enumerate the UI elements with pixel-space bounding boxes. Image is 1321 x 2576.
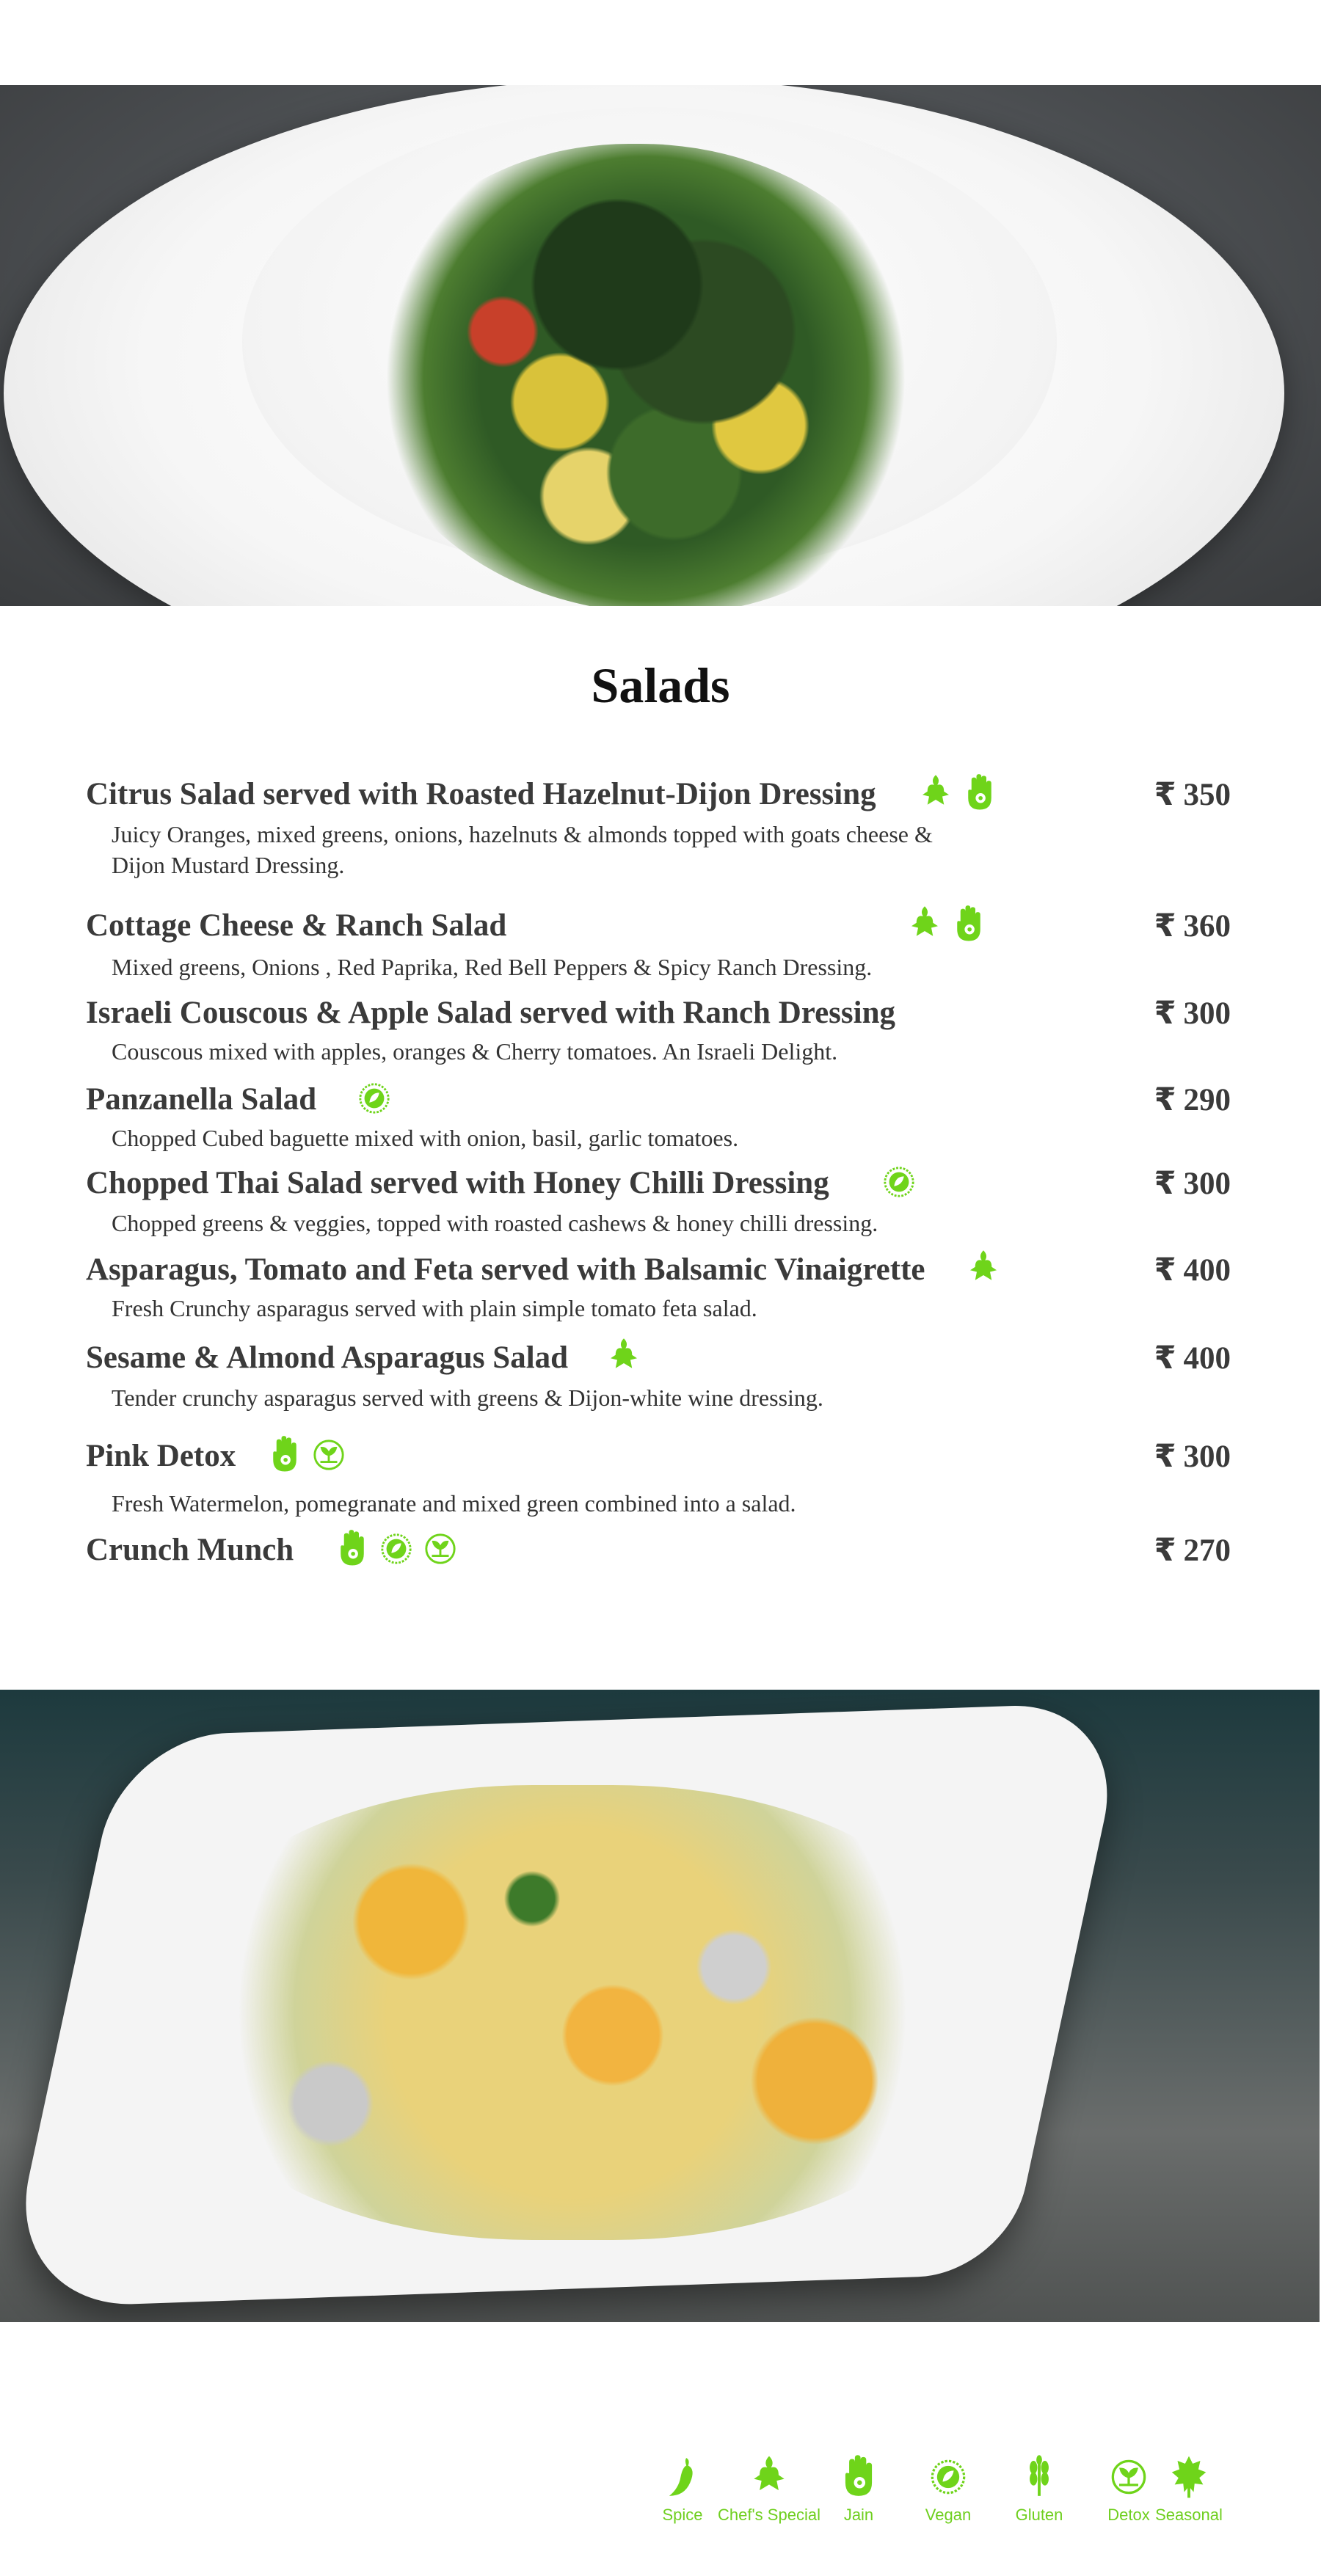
rupee-symbol: ₹ — [1154, 1438, 1176, 1475]
item-price — [1154, 1165, 1231, 1202]
chefs-special-icon — [919, 773, 953, 813]
jain-icon — [840, 2454, 878, 2500]
gluten-icon — [1020, 2454, 1058, 2500]
jain-icon — [335, 1529, 369, 1569]
menu-item — [86, 1340, 1231, 1411]
price-value: 360 — [1183, 909, 1231, 944]
rupee-symbol: ₹ — [1154, 995, 1176, 1032]
item-name: Panzanella Salad — [86, 1082, 317, 1117]
rupee-symbol: ₹ — [1154, 776, 1176, 813]
rupee-symbol: ₹ — [1154, 1532, 1176, 1569]
price-value: 300 — [1183, 996, 1231, 1031]
item-description: Chopped greens & veggies, topped with roasted cashews & honey chilli dressing. — [112, 1210, 878, 1236]
legend-label: Spice — [662, 2506, 703, 2524]
item-icons — [335, 1529, 457, 1569]
salad-photo-bottom — [0, 1690, 1320, 2322]
legend-label: Detox — [1107, 2506, 1150, 2524]
item-description: Mixed greens, Onions , Red Paprika, Red Bell Peppers & Spicy Ranch Dressing. — [112, 954, 873, 980]
menu-item — [86, 776, 1231, 879]
salad-photo-top — [0, 85, 1321, 606]
item-name: Citrus Salad served with Roasted Hazelnut-Dijon Dressing — [86, 777, 876, 811]
legend-label: Chef's Special — [718, 2506, 820, 2524]
price-value: 400 — [1183, 1341, 1231, 1376]
chefs-special-icon — [750, 2454, 788, 2500]
item-description: Tender crunchy asparagus served with greens & Dijon-white wine dressing. — [112, 1384, 823, 1411]
item-description: Chopped Cubed baguette mixed with onion, basil, garlic tomatoes. — [112, 1125, 739, 1151]
item-name: Cottage Cheese & Ranch Salad — [86, 908, 507, 943]
menu-item — [86, 1165, 1231, 1236]
price-value: 300 — [1183, 1167, 1231, 1201]
icon-legend — [624, 2454, 1248, 2535]
item-name: Crunch Munch — [86, 1533, 294, 1567]
legend-label: Vegan — [925, 2506, 972, 2524]
legend-label: Gluten — [1015, 2506, 1063, 2524]
price-value: 350 — [1183, 778, 1231, 812]
detox-icon — [312, 1435, 346, 1475]
item-icons — [967, 1249, 1000, 1288]
item-price — [1154, 1340, 1231, 1376]
item-description: Couscous mixed with apples, oranges & Cherry tomatoes. An Israeli Delight. — [112, 1038, 838, 1065]
price-value: 290 — [1183, 1083, 1231, 1117]
jain-icon — [952, 905, 986, 944]
item-price — [1154, 776, 1231, 813]
vegan-icon — [357, 1079, 391, 1118]
section-title: Salads — [591, 657, 730, 713]
item-icons — [908, 905, 986, 944]
vegan-icon — [882, 1162, 916, 1202]
item-icons — [919, 773, 997, 813]
chefs-special-icon — [908, 905, 942, 944]
item-icons — [268, 1435, 346, 1475]
price-value: 300 — [1183, 1440, 1231, 1474]
item-name: Israeli Couscous & Apple Salad served with Ranch Dressing — [86, 996, 895, 1030]
chefs-special-icon — [967, 1249, 1000, 1288]
rupee-symbol: ₹ — [1154, 908, 1176, 944]
chefs-special-icon — [607, 1337, 641, 1376]
menu-item — [86, 1532, 1231, 1576]
item-price — [1154, 1438, 1231, 1475]
item-price — [1154, 995, 1231, 1032]
legend-label: Seasonal — [1155, 2506, 1223, 2524]
detox-icon — [423, 1529, 457, 1569]
price-value: 400 — [1183, 1253, 1231, 1288]
item-icons — [357, 1079, 391, 1118]
rupee-symbol: ₹ — [1154, 1081, 1176, 1118]
rupee-symbol: ₹ — [1154, 1252, 1176, 1288]
item-name: Asparagus, Tomato and Feta served with Balsamic Vinaigrette — [86, 1252, 925, 1287]
jain-icon — [963, 773, 997, 813]
spice-icon — [663, 2454, 702, 2500]
item-icons — [882, 1162, 916, 1202]
item-price — [1154, 1252, 1231, 1288]
vegan-icon — [379, 1529, 413, 1569]
item-icons — [607, 1337, 641, 1376]
menu-item — [86, 995, 1231, 1065]
price-value: 270 — [1183, 1533, 1231, 1568]
vegan-icon — [929, 2454, 967, 2500]
menu-item — [86, 1081, 1231, 1151]
item-name: Chopped Thai Salad served with Honey Chilli Dressing — [86, 1166, 829, 1200]
item-description: Juicy Oranges, mixed greens, onions, hazelnuts & almonds topped with goats cheese & Dijon Mustard Dressing. — [112, 821, 933, 878]
item-name: Sesame & Almond Asparagus Salad — [86, 1340, 569, 1375]
legend-label: Jain — [843, 2506, 874, 2524]
jain-icon — [268, 1435, 302, 1475]
item-description: Fresh Crunchy asparagus served with plain simple tomato feta salad. — [112, 1295, 757, 1321]
seasonal-icon — [1170, 2454, 1208, 2500]
menu-item — [86, 1252, 1231, 1321]
menu-item — [86, 1438, 1231, 1519]
legend-item-seasonal — [1130, 2454, 1248, 2525]
rupee-symbol: ₹ — [1154, 1165, 1176, 1202]
item-price — [1154, 1081, 1231, 1118]
item-price — [1154, 908, 1231, 944]
rupee-symbol: ₹ — [1154, 1340, 1176, 1376]
menu-item — [86, 908, 1231, 980]
item-price — [1154, 1532, 1231, 1569]
item-name: Pink Detox — [86, 1439, 236, 1473]
item-description: Fresh Watermelon, pomegranate and mixed green combined into a salad. — [112, 1490, 796, 1517]
